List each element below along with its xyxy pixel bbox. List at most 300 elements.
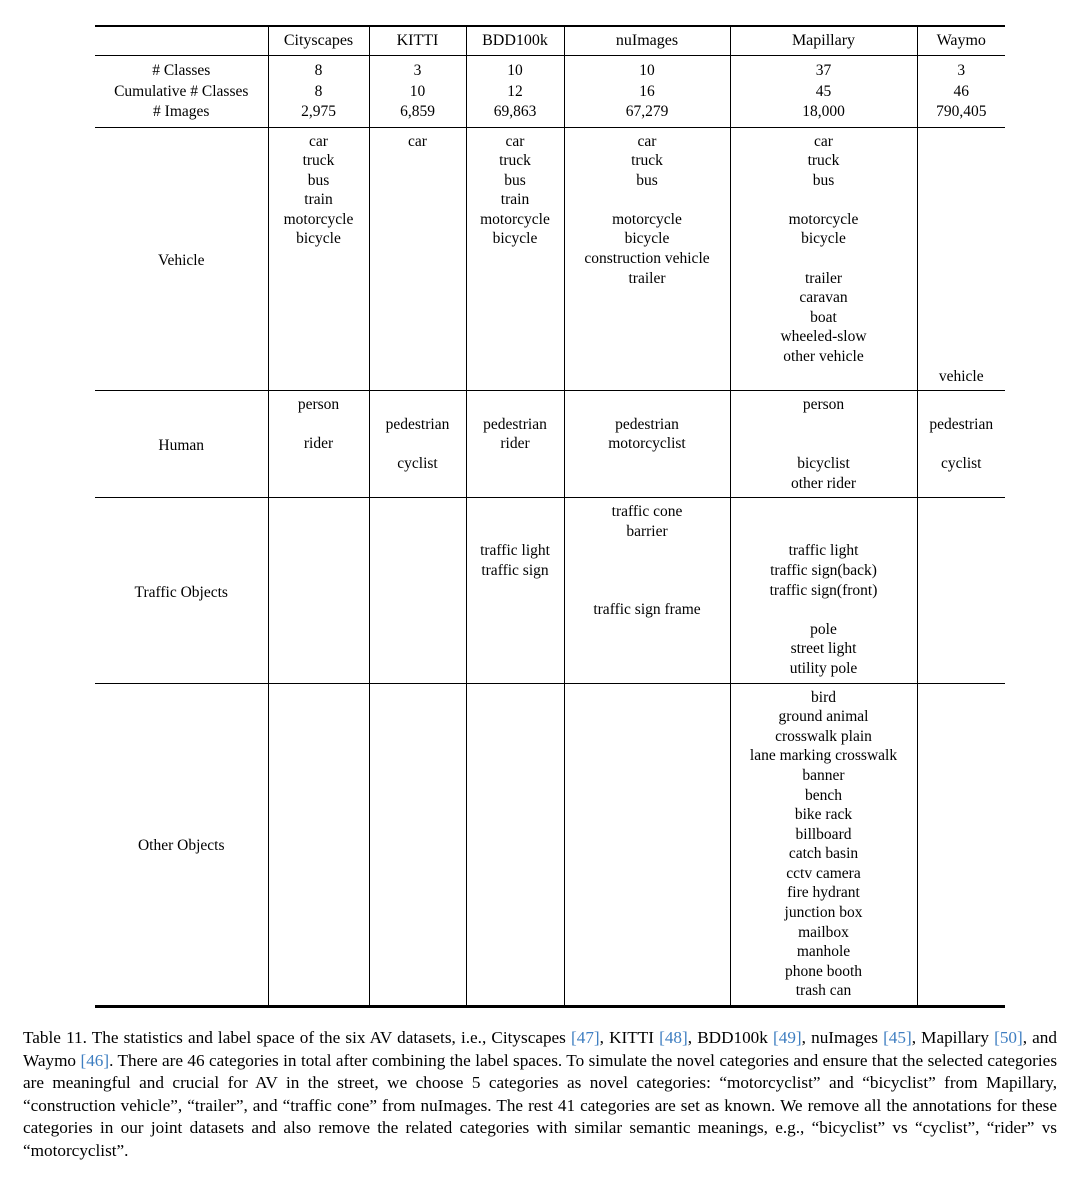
category-cell: pedestrian	[369, 415, 466, 435]
category-cell	[466, 844, 564, 864]
table-header-row	[95, 26, 1005, 56]
category-cell	[564, 903, 730, 923]
category-cell	[730, 600, 917, 620]
category-cell	[268, 367, 369, 391]
category-cell	[466, 825, 564, 845]
category-cell: pedestrian	[466, 415, 564, 435]
category-cell	[917, 391, 1005, 415]
category-cell: traffic sign(back)	[730, 561, 917, 581]
section-human	[95, 391, 1005, 498]
citation-link[interactable]: [47]	[571, 1028, 600, 1048]
category-cell: bus	[268, 171, 369, 191]
category-cell	[917, 844, 1005, 864]
category-cell: person	[268, 391, 369, 415]
category-cell	[564, 727, 730, 747]
category-cell	[564, 844, 730, 864]
category-cell	[917, 498, 1005, 522]
category-cell	[268, 288, 369, 308]
category-cell: car	[268, 127, 369, 151]
category-cell	[917, 288, 1005, 308]
category-cell	[466, 367, 564, 391]
category-cell	[564, 746, 730, 766]
category-cell	[917, 942, 1005, 962]
category-cell	[564, 391, 730, 415]
category-cell	[268, 581, 369, 601]
category-cell: street light	[730, 639, 917, 659]
category-cell	[917, 981, 1005, 1006]
category-cell: bench	[730, 786, 917, 806]
category-cell: rider	[466, 434, 564, 454]
table-row	[95, 391, 1005, 415]
category-cell	[466, 498, 564, 522]
category-cell	[917, 269, 1005, 289]
category-cell: trailer	[564, 269, 730, 289]
category-cell	[564, 474, 730, 498]
category-cell: ground animal	[730, 707, 917, 727]
category-cell: cctv camera	[730, 864, 917, 884]
category-cell: pedestrian	[564, 415, 730, 435]
section-label: Human	[158, 437, 205, 455]
category-cell	[917, 825, 1005, 845]
category-cell	[369, 786, 466, 806]
category-cell	[917, 190, 1005, 210]
category-cell	[466, 942, 564, 962]
category-cell	[466, 923, 564, 943]
category-cell	[369, 683, 466, 707]
category-cell	[369, 229, 466, 249]
category-cell	[564, 561, 730, 581]
category-cell	[369, 805, 466, 825]
stats-value-cell: 6,859	[369, 102, 466, 127]
category-cell: utility pole	[730, 659, 917, 683]
category-cell	[369, 249, 466, 269]
category-cell	[369, 210, 466, 230]
category-cell	[268, 561, 369, 581]
category-cell	[730, 190, 917, 210]
category-cell	[268, 727, 369, 747]
category-cell: truck	[268, 151, 369, 171]
category-cell: traffic light	[730, 541, 917, 561]
category-cell: truck	[730, 151, 917, 171]
category-cell: traffic sign	[466, 561, 564, 581]
header-dataset-bdd100k: BDD100k	[466, 26, 564, 56]
category-cell	[268, 683, 369, 707]
category-cell	[369, 581, 466, 601]
category-cell	[564, 825, 730, 845]
category-cell	[369, 620, 466, 640]
category-cell	[466, 474, 564, 498]
category-cell: car	[466, 127, 564, 151]
category-cell	[917, 805, 1005, 825]
category-cell	[466, 766, 564, 786]
stats-value-cell: 10	[466, 56, 564, 82]
category-cell	[564, 659, 730, 683]
header-dataset-waymo: Waymo	[917, 26, 1005, 56]
category-cell	[268, 541, 369, 561]
category-cell	[917, 962, 1005, 982]
category-cell	[466, 746, 564, 766]
category-cell: construction vehicle	[564, 249, 730, 269]
table-row	[95, 683, 1005, 707]
category-cell	[369, 347, 466, 367]
category-cell	[268, 864, 369, 884]
category-cell	[917, 903, 1005, 923]
category-cell	[268, 825, 369, 845]
category-cell: motorcyclist	[564, 434, 730, 454]
category-cell	[268, 522, 369, 542]
category-cell	[268, 942, 369, 962]
category-cell	[564, 864, 730, 884]
stats-value-cell: 3	[917, 56, 1005, 82]
category-cell	[730, 498, 917, 522]
category-cell	[466, 903, 564, 923]
category-cell	[369, 151, 466, 171]
category-cell	[466, 347, 564, 367]
category-cell	[730, 434, 917, 454]
category-cell: pole	[730, 620, 917, 640]
category-cell	[466, 327, 564, 347]
category-cell	[466, 659, 564, 683]
category-cell	[564, 288, 730, 308]
category-cell	[917, 151, 1005, 171]
header-empty-cell	[95, 26, 268, 56]
category-cell	[369, 766, 466, 786]
category-cell	[466, 786, 564, 806]
category-cell	[268, 659, 369, 683]
category-cell: traffic sign(front)	[730, 581, 917, 601]
citation-link[interactable]: [48]	[659, 1028, 688, 1048]
category-cell: manhole	[730, 942, 917, 962]
category-cell: bus	[564, 171, 730, 191]
category-cell	[369, 391, 466, 415]
category-cell	[268, 269, 369, 289]
stats-row-label: # Classes	[152, 62, 211, 79]
category-cell	[466, 683, 564, 707]
category-cell	[369, 171, 466, 191]
category-cell	[564, 883, 730, 903]
stats-value-cell: 67,279	[564, 102, 730, 127]
category-cell	[369, 981, 466, 1006]
category-cell	[917, 683, 1005, 707]
category-cell: billboard	[730, 825, 917, 845]
category-cell: car	[369, 127, 466, 151]
category-cell	[730, 249, 917, 269]
category-cell	[466, 962, 564, 982]
section-other-objects	[95, 683, 1005, 1007]
category-cell: train	[466, 190, 564, 210]
category-cell	[564, 620, 730, 640]
category-cell	[268, 308, 369, 328]
citation-link[interactable]: [50]	[994, 1028, 1023, 1048]
category-cell: motorcycle	[466, 210, 564, 230]
category-cell	[466, 864, 564, 884]
category-cell: person	[730, 391, 917, 415]
stats-value-cell: 69,863	[466, 102, 564, 127]
category-cell	[268, 454, 369, 474]
category-cell	[917, 727, 1005, 747]
category-cell	[466, 288, 564, 308]
category-cell	[466, 454, 564, 474]
category-cell: rider	[268, 434, 369, 454]
category-cell	[369, 190, 466, 210]
category-cell	[564, 327, 730, 347]
category-cell	[917, 766, 1005, 786]
category-cell: lane marking crosswalk	[730, 746, 917, 766]
category-cell	[917, 600, 1005, 620]
section-vehicle	[95, 127, 1005, 391]
category-cell: phone booth	[730, 962, 917, 982]
citation-link[interactable]: [49]	[773, 1028, 802, 1048]
stats-row	[95, 56, 1005, 82]
category-cell: bike rack	[730, 805, 917, 825]
category-cell	[917, 923, 1005, 943]
table-header	[95, 26, 1005, 56]
stats-rows	[95, 56, 1005, 128]
category-cell	[730, 415, 917, 435]
category-cell: vehicle	[917, 367, 1005, 391]
category-cell	[917, 308, 1005, 328]
category-cell	[564, 707, 730, 727]
dataset-statistics-table	[95, 25, 1005, 1008]
category-cell: traffic sign frame	[564, 600, 730, 620]
category-cell	[564, 766, 730, 786]
category-cell	[369, 962, 466, 982]
category-cell	[730, 522, 917, 542]
category-cell	[564, 962, 730, 982]
category-cell	[917, 746, 1005, 766]
stats-value-cell: 18,000	[730, 102, 917, 127]
table-row	[95, 127, 1005, 151]
table-row	[95, 498, 1005, 522]
category-cell: caravan	[730, 288, 917, 308]
category-cell	[369, 522, 466, 542]
category-cell	[730, 367, 917, 391]
category-cell	[268, 844, 369, 864]
category-cell	[369, 434, 466, 454]
category-cell	[564, 923, 730, 943]
category-cell	[466, 600, 564, 620]
category-cell	[268, 766, 369, 786]
category-cell: banner	[730, 766, 917, 786]
category-cell	[917, 581, 1005, 601]
citation-link[interactable]: [45]	[883, 1028, 912, 1048]
citation-link[interactable]: [46]	[80, 1050, 110, 1070]
category-cell	[917, 327, 1005, 347]
stats-value-cell: 8	[268, 56, 369, 82]
category-cell: car	[730, 127, 917, 151]
category-cell	[564, 454, 730, 474]
category-cell: truck	[564, 151, 730, 171]
category-cell: other vehicle	[730, 347, 917, 367]
category-cell	[369, 864, 466, 884]
category-cell: bird	[730, 683, 917, 707]
category-cell	[466, 269, 564, 289]
category-cell	[369, 600, 466, 620]
category-cell	[917, 883, 1005, 903]
header-dataset-nuimages: nuImages	[564, 26, 730, 56]
category-cell	[917, 541, 1005, 561]
stats-value-cell: 37	[730, 56, 917, 82]
category-cell: bus	[730, 171, 917, 191]
header-dataset-cityscapes: Cityscapes	[268, 26, 369, 56]
category-cell	[564, 347, 730, 367]
section-label: Vehicle	[158, 252, 205, 270]
category-cell	[268, 347, 369, 367]
category-cell	[466, 981, 564, 1006]
category-cell	[369, 639, 466, 659]
category-cell	[268, 639, 369, 659]
category-cell: bicyclist	[730, 454, 917, 474]
category-cell	[564, 308, 730, 328]
category-cell: fire hydrant	[730, 883, 917, 903]
category-cell: other rider	[730, 474, 917, 498]
category-cell	[917, 561, 1005, 581]
category-cell	[466, 727, 564, 747]
category-cell: motorcycle	[268, 210, 369, 230]
category-cell	[564, 786, 730, 806]
category-cell	[268, 883, 369, 903]
category-cell: trailer	[730, 269, 917, 289]
category-cell: crosswalk plain	[730, 727, 917, 747]
category-cell: cyclist	[369, 454, 466, 474]
category-cell	[564, 805, 730, 825]
category-cell	[268, 786, 369, 806]
category-cell	[369, 308, 466, 328]
category-cell	[369, 942, 466, 962]
category-cell	[369, 561, 466, 581]
section-traffic-objects	[95, 498, 1005, 683]
table-caption: Table 11. The statistics and label space of the six AV datasets, i.e., Cityscapes [47], KITTI [48], BDD100k [49], nuImages [45], Mapillary [50], and Waymo [46]. There are 46 categories in total after combining the label spaces. To simulate the novel categories and ensure that the selected categories are meaningful and crucial for AV in the street, we choose 5 categories as novel categories: “motorcyclist” and “bicyclist” from Mapillary, “construction vehicle”, “trailer”, and “traffic cone” from nuImages. The rest 41 categories are set as known. We remove all the annotations for these categories in our joint datasets and also remove the related categories with similar semantic meanings, e.g., “bicyclist” vs “cyclist”, “rider” vs “motorcyclist”.	[23, 1028, 1058, 1160]
section-label: Traffic Objects	[134, 583, 228, 601]
category-cell	[466, 522, 564, 542]
category-cell: junction box	[730, 903, 917, 923]
category-cell: bicycle	[466, 229, 564, 249]
category-cell	[564, 942, 730, 962]
category-cell	[369, 903, 466, 923]
category-cell	[466, 308, 564, 328]
category-cell: mailbox	[730, 923, 917, 943]
category-cell	[564, 367, 730, 391]
category-cell	[917, 474, 1005, 498]
category-cell	[268, 327, 369, 347]
category-cell: cyclist	[917, 454, 1005, 474]
category-cell: traffic cone	[564, 498, 730, 522]
category-cell	[369, 474, 466, 498]
category-cell	[369, 746, 466, 766]
category-cell	[917, 127, 1005, 151]
section-label: Other Objects	[137, 837, 225, 855]
category-cell	[268, 981, 369, 1006]
stats-row	[95, 82, 1005, 103]
category-cell	[466, 391, 564, 415]
category-cell	[369, 707, 466, 727]
category-cell	[917, 249, 1005, 269]
category-cell	[369, 727, 466, 747]
category-cell	[369, 498, 466, 522]
category-cell	[369, 923, 466, 943]
category-cell: traffic light	[466, 541, 564, 561]
category-cell	[369, 825, 466, 845]
category-cell: bicycle	[268, 229, 369, 249]
header-dataset-mapillary: Mapillary	[730, 26, 917, 56]
category-cell	[917, 210, 1005, 230]
category-cell	[268, 600, 369, 620]
category-cell	[564, 981, 730, 1006]
category-cell	[268, 474, 369, 498]
category-cell: car	[564, 127, 730, 151]
category-cell: bicycle	[564, 229, 730, 249]
category-cell	[564, 581, 730, 601]
category-cell	[268, 415, 369, 435]
category-cell	[917, 620, 1005, 640]
header-dataset-kitti: KITTI	[369, 26, 466, 56]
stats-row-label: Cumulative # Classes	[114, 82, 249, 100]
stats-value-cell: 45	[730, 82, 917, 103]
category-cell	[917, 707, 1005, 727]
category-cell	[268, 923, 369, 943]
category-cell	[917, 229, 1005, 249]
category-cell	[564, 190, 730, 210]
category-cell: truck	[466, 151, 564, 171]
category-cell	[466, 883, 564, 903]
category-cell	[369, 269, 466, 289]
category-cell	[466, 805, 564, 825]
category-cell	[268, 746, 369, 766]
category-cell: bicycle	[730, 229, 917, 249]
category-cell	[564, 541, 730, 561]
category-cell: motorcycle	[564, 210, 730, 230]
category-cell	[917, 171, 1005, 191]
category-cell	[466, 581, 564, 601]
category-cell: wheeled-slow	[730, 327, 917, 347]
stats-row-label: # Images	[153, 103, 210, 120]
category-cell	[369, 541, 466, 561]
category-cell	[917, 347, 1005, 367]
category-cell: motorcycle	[730, 210, 917, 230]
category-cell	[917, 659, 1005, 683]
category-cell: train	[268, 190, 369, 210]
stats-value-cell: 3	[369, 56, 466, 82]
category-cell	[917, 864, 1005, 884]
stats-value-cell: 2,975	[268, 102, 369, 127]
stats-value-cell: 10	[369, 82, 466, 103]
category-cell	[369, 327, 466, 347]
category-cell	[564, 639, 730, 659]
category-cell	[268, 903, 369, 923]
category-cell: barrier	[564, 522, 730, 542]
category-cell	[369, 367, 466, 391]
stats-value-cell: 12	[466, 82, 564, 103]
category-cell	[268, 498, 369, 522]
stats-value-cell: 46	[917, 82, 1005, 103]
category-cell	[268, 707, 369, 727]
category-cell	[917, 522, 1005, 542]
category-cell	[466, 707, 564, 727]
category-cell: pedestrian	[917, 415, 1005, 435]
category-cell: catch basin	[730, 844, 917, 864]
category-cell: trash can	[730, 981, 917, 1006]
category-cell	[268, 805, 369, 825]
category-cell: boat	[730, 308, 917, 328]
category-cell	[268, 249, 369, 269]
category-cell	[466, 639, 564, 659]
stats-value-cell: 16	[564, 82, 730, 103]
category-cell	[369, 844, 466, 864]
stats-row	[95, 102, 1005, 127]
category-cell: bus	[466, 171, 564, 191]
category-cell	[369, 288, 466, 308]
stats-value-cell: 10	[564, 56, 730, 82]
